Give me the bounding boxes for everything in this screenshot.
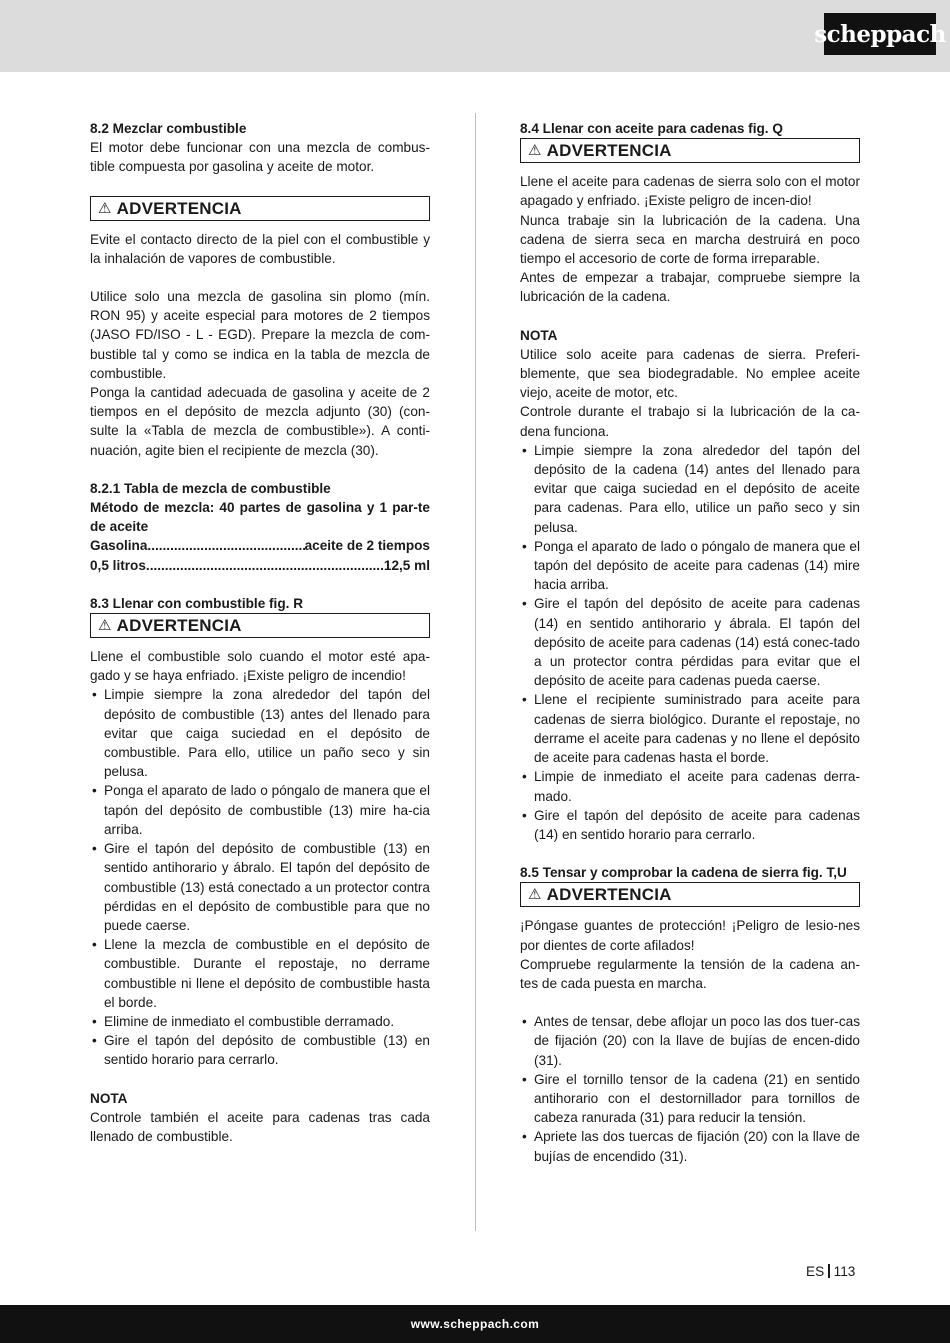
warning-triangle-icon: ⚠ [528, 142, 542, 160]
paragraph: Antes de empezar a trabajar, compruebe siempre la lubricación de la cadena. [520, 270, 860, 305]
bullet-list [520, 1012, 860, 1166]
warning-triangle-icon: ⚠ [528, 886, 542, 904]
mix-table-row [90, 556, 430, 575]
mix-table-row [90, 536, 430, 555]
language-code: ES [806, 1264, 825, 1279]
list-item: • Llene la mezcla de combustible en el depósito de combustible. Durante el repostaje, no derrame combustible ni llene el depósito de combustible hasta el borde. [90, 935, 430, 1012]
warning-label: ADVERTENCIA [116, 198, 242, 218]
paragraph: Ponga la cantidad adecuada de gasolina y aceite de 2 tiempos en el depósito de mezcla adjunto (30) (con-sulte la «Tabla de mezcla de combustible»). A conti-nuación, agite bien el recipiente de mezcla (30). [90, 385, 430, 458]
note-title: NOTA [90, 1090, 128, 1106]
list-item: • Elimine de inmediato el combustible derramado. [90, 1012, 430, 1031]
section-8-4-title: 8.4 Llenar con aceite para cadenas fig. Q [520, 121, 783, 136]
warning-label: ADVERTENCIA [546, 885, 672, 905]
right-column [520, 119, 860, 1166]
left-column [90, 119, 430, 1146]
warning-text: Llene el combustible solo cuando el motor esté apa-gado y se haya enfriado. ¡Existe peligro de incendio! [90, 649, 430, 684]
section-8-2-text: El motor debe funcionar con una mezcla de combus-tible compuesta por gasolina y aceite de motor. [90, 140, 430, 175]
list-item: • Llene el recipiente suministrado para aceite para cadenas de sierra biológico. Durante el repostaje, no derrame el aceite para cadenas y no llene el depósito de aceite para cadenas hasta el borde. [520, 690, 860, 767]
section-8-2-1-title: 8.2.1 Tabla de mezcla de combustible [90, 480, 331, 496]
warning-box [90, 196, 430, 221]
warning-box [520, 138, 860, 163]
note-title: NOTA [520, 327, 558, 343]
paragraph: Utilice solo una mezcla de gasolina sin plomo (mín. RON 95) y aceite especial para motores de 2 tiempos (JASO FD/ISO - L - EGD). Prepare la mezcla de com-bustible tal y como se indica en la tabla de mezcla de combustible. [90, 289, 430, 381]
warning-box [520, 882, 860, 907]
section-8-5-title: 8.5 Tensar y comprobar la cadena de sierra fig. T,U [520, 865, 847, 881]
note-text: Utilice solo aceite para cadenas de sierra. Preferi-blemente, que sea biodegradable. No emplee aceite viejo, aceite de motor, etc. [520, 346, 860, 401]
page-footer [0, 1305, 950, 1343]
list-item: • Antes de tensar, debe aflojar un poco las dos tuer-cas de fijación (20) con la llave de bujías de encen-dido (31). [520, 1012, 860, 1070]
list-item: • Gire el tapón del depósito de combustible (13) en sentido horario para cerrarlo. [90, 1031, 430, 1069]
list-item: • Ponga el aparato de lado o póngalo de manera que el tapón del depósito de combustible (13) mire ha-cia arriba. [90, 781, 430, 839]
list-item: • Gire el tapón del depósito de aceite para cadenas (14) en sentido horario para cerrarlo. [520, 806, 860, 844]
list-item: • Ponga el aparato de lado o póngalo de manera que el tapón del depósito de aceite para cadenas (14) mire hacia arriba. [520, 537, 860, 595]
warning-label: ADVERTENCIA [116, 615, 242, 635]
section-8-2-title: 8.2 Mezclar combustible [90, 121, 247, 136]
warning-triangle-icon: ⚠ [98, 616, 112, 634]
list-item: • Limpie siempre la zona alrededor del tapón del depósito de la cadena (14) antes del llenado para evitar que caiga suciedad en el depósito de aceite para cadenas. Para ello, utilice un paño seco y sin pelusa. [520, 441, 860, 537]
list-item: • Apriete las dos tuercas de fijación (20) con la llave de bujías de encendido (31). [520, 1127, 860, 1165]
list-item: • Limpie siempre la zona alrededor del tapón del depósito de combustible (13) antes del llenado para evitar que caiga suciedad en el depósito de combustible. Para ello, utilice un paño seco y sin pelusa. [90, 685, 430, 781]
page-number [806, 1264, 855, 1279]
list-item: • Gire el tornillo tensor de la cadena (21) en sentido antihorario con el destornillador para tornillos de cabeza ranurada (31) para reducir la tensión. [520, 1070, 860, 1128]
paragraph: ¡Póngase guantes de protección! ¡Peligro de lesio-nes por dientes de corte afilados! [520, 918, 860, 953]
note-text: Controle también el aceite para cadenas tras cada llenado de combustible. [90, 1109, 430, 1144]
note-text: Controle durante el trabajo si la lubricación de la ca-dena funciona. [520, 404, 860, 439]
warning-triangle-icon: ⚠ [98, 199, 112, 217]
paragraph: Compruebe regularmente la tensión de la cadena an-tes de cada puesta en marcha. [520, 956, 860, 991]
mix-table-cell: 0,5 litros [90, 557, 146, 573]
mix-table-cell: Gasolina [90, 538, 148, 554]
page-number-value: 113 [833, 1264, 856, 1279]
column-divider [475, 113, 476, 1231]
mix-table-cell: 12,5 ml [383, 557, 430, 573]
section-8-3-title: 8.3 Llenar con combustible fig. R [90, 595, 304, 611]
list-item: • Gire el tapón del depósito de combustible (13) en sentido antihorario y ábralo. El tapón del depósito de combustible (13) está conectado a un protector contra pérdidas en el depósito de combustible para que no puede caerse. [90, 839, 430, 935]
footer-url[interactable]: www.scheppach.com [410, 1317, 540, 1331]
mix-method: Método de mezcla: 40 partes de gasolina y 1 par-te de aceite [90, 500, 430, 535]
list-item: • Gire el tapón del depósito de aceite para cadenas (14) en sentido antihorario y ábrala. El tapón del depósito de aceite para cadenas (14) está conec-tado a un protector contra pérdidas para evitar que el depósito de aceite para cadenas pueda caerse. [520, 594, 860, 690]
list-item: • Limpie de inmediato el aceite para cadenas derra-mado. [520, 767, 860, 805]
warning-label: ADVERTENCIA [546, 141, 672, 161]
warning-box [90, 613, 430, 638]
page-header [0, 0, 950, 72]
paragraph: Nunca trabaje sin la lubricación de la cadena. Una cadena de sierra seca en marcha destruirá en poco tiempo el accesorio de corte de forma irreparable. [520, 212, 860, 267]
brand-logo: scheppach [824, 13, 936, 55]
paragraph: Llene el aceite para cadenas de sierra solo con el motor apagado y enfriado. ¡Existe peligro de incen-dio! [520, 174, 860, 209]
mix-table-cell: aceite de 2 tiempos [304, 538, 430, 554]
warning-text: Evite el contacto directo de la piel con el combustible y la inhalación de vapores de combustible. [90, 231, 430, 266]
bullet-list [520, 441, 860, 844]
bullet-list [90, 685, 430, 1069]
